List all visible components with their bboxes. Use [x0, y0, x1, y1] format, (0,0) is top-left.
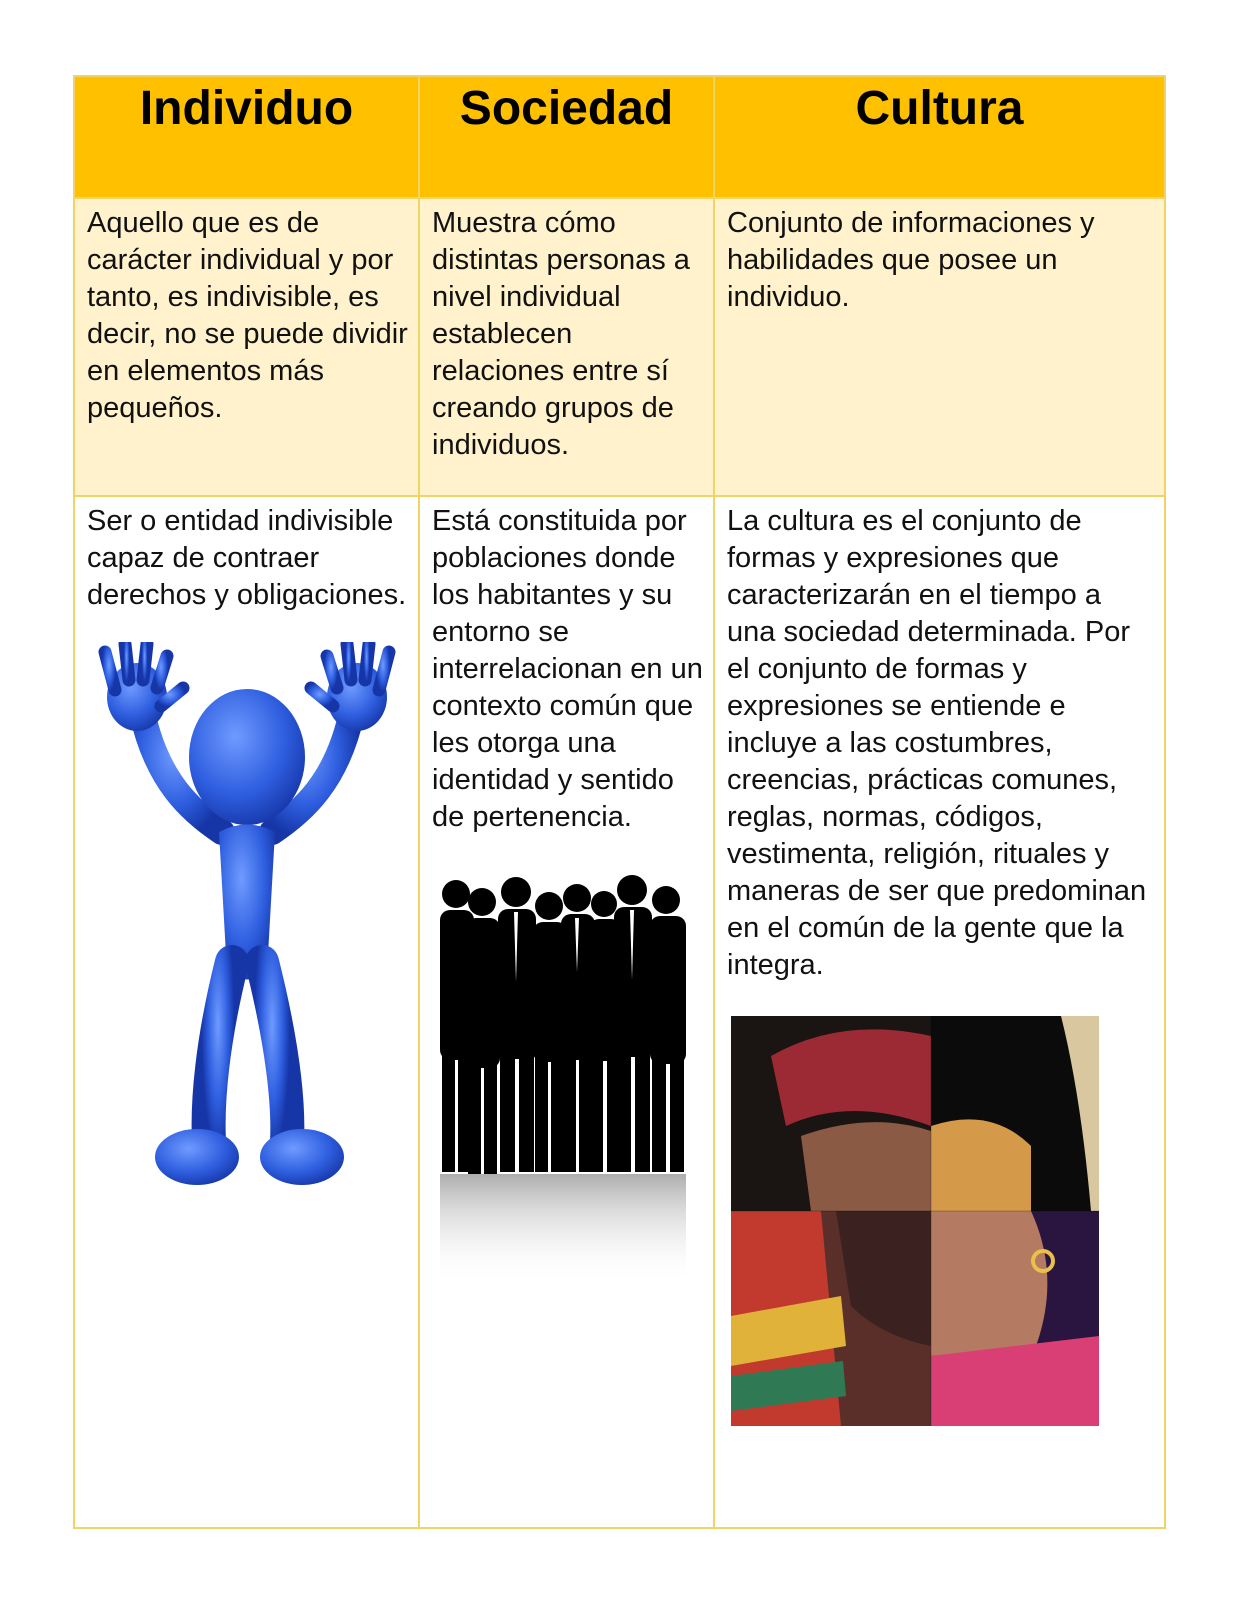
definition-row [74, 198, 1165, 496]
definition-sociedad: Muestra cómo distintas personas a nivel individual establecen relaciones entre sí creando grupos de individuos. [432, 207, 690, 461]
description-individuo: Ser o entidad indivisible capaz de contraer derechos y obligaciones. [87, 505, 407, 611]
description-cell-sociedad [419, 496, 714, 1528]
concept-table [73, 75, 1166, 1529]
faces-collage-icon [731, 1016, 1099, 1426]
description-cell-individuo [74, 496, 419, 1528]
description-cell-cultura [714, 496, 1165, 1528]
definition-cell-individuo [74, 198, 419, 496]
crowd-silhouette-icon [434, 872, 699, 1292]
definition-cell-sociedad [419, 198, 714, 496]
definition-individuo: Aquello que es de carácter individual y por tanto, es indivisible, es decir, no se puede dividir en elementos más pequeños. [87, 207, 408, 424]
description-sociedad: Está constituida por poblaciones donde los habitantes y su entorno se interrelacionan en un contexto común que les otorga una identidad y sentido de pertenencia. [432, 505, 703, 833]
header-individuo: Individuo [74, 76, 419, 198]
definition-cell-cultura [714, 198, 1165, 496]
blue-figure-icon [97, 642, 397, 1202]
definition-cultura: Conjunto de informaciones y habilidades que posee un individuo. [727, 207, 1095, 313]
header-cultura: Cultura [714, 76, 1165, 198]
header-row [74, 76, 1165, 198]
description-cultura: La cultura es el conjunto de formas y expresiones que caracterizarán en el tiempo a una sociedad determinada. Por el conjunto de formas y expresiones se entiende e incluye a las costumbres, creencias, prácticas comunes, reglas, normas, códigos, vestimenta, religión, rituales y maneras de ser que predominan en el común de la gente que la integra. [727, 505, 1147, 981]
description-row [74, 496, 1165, 1528]
header-sociedad: Sociedad [419, 76, 714, 198]
